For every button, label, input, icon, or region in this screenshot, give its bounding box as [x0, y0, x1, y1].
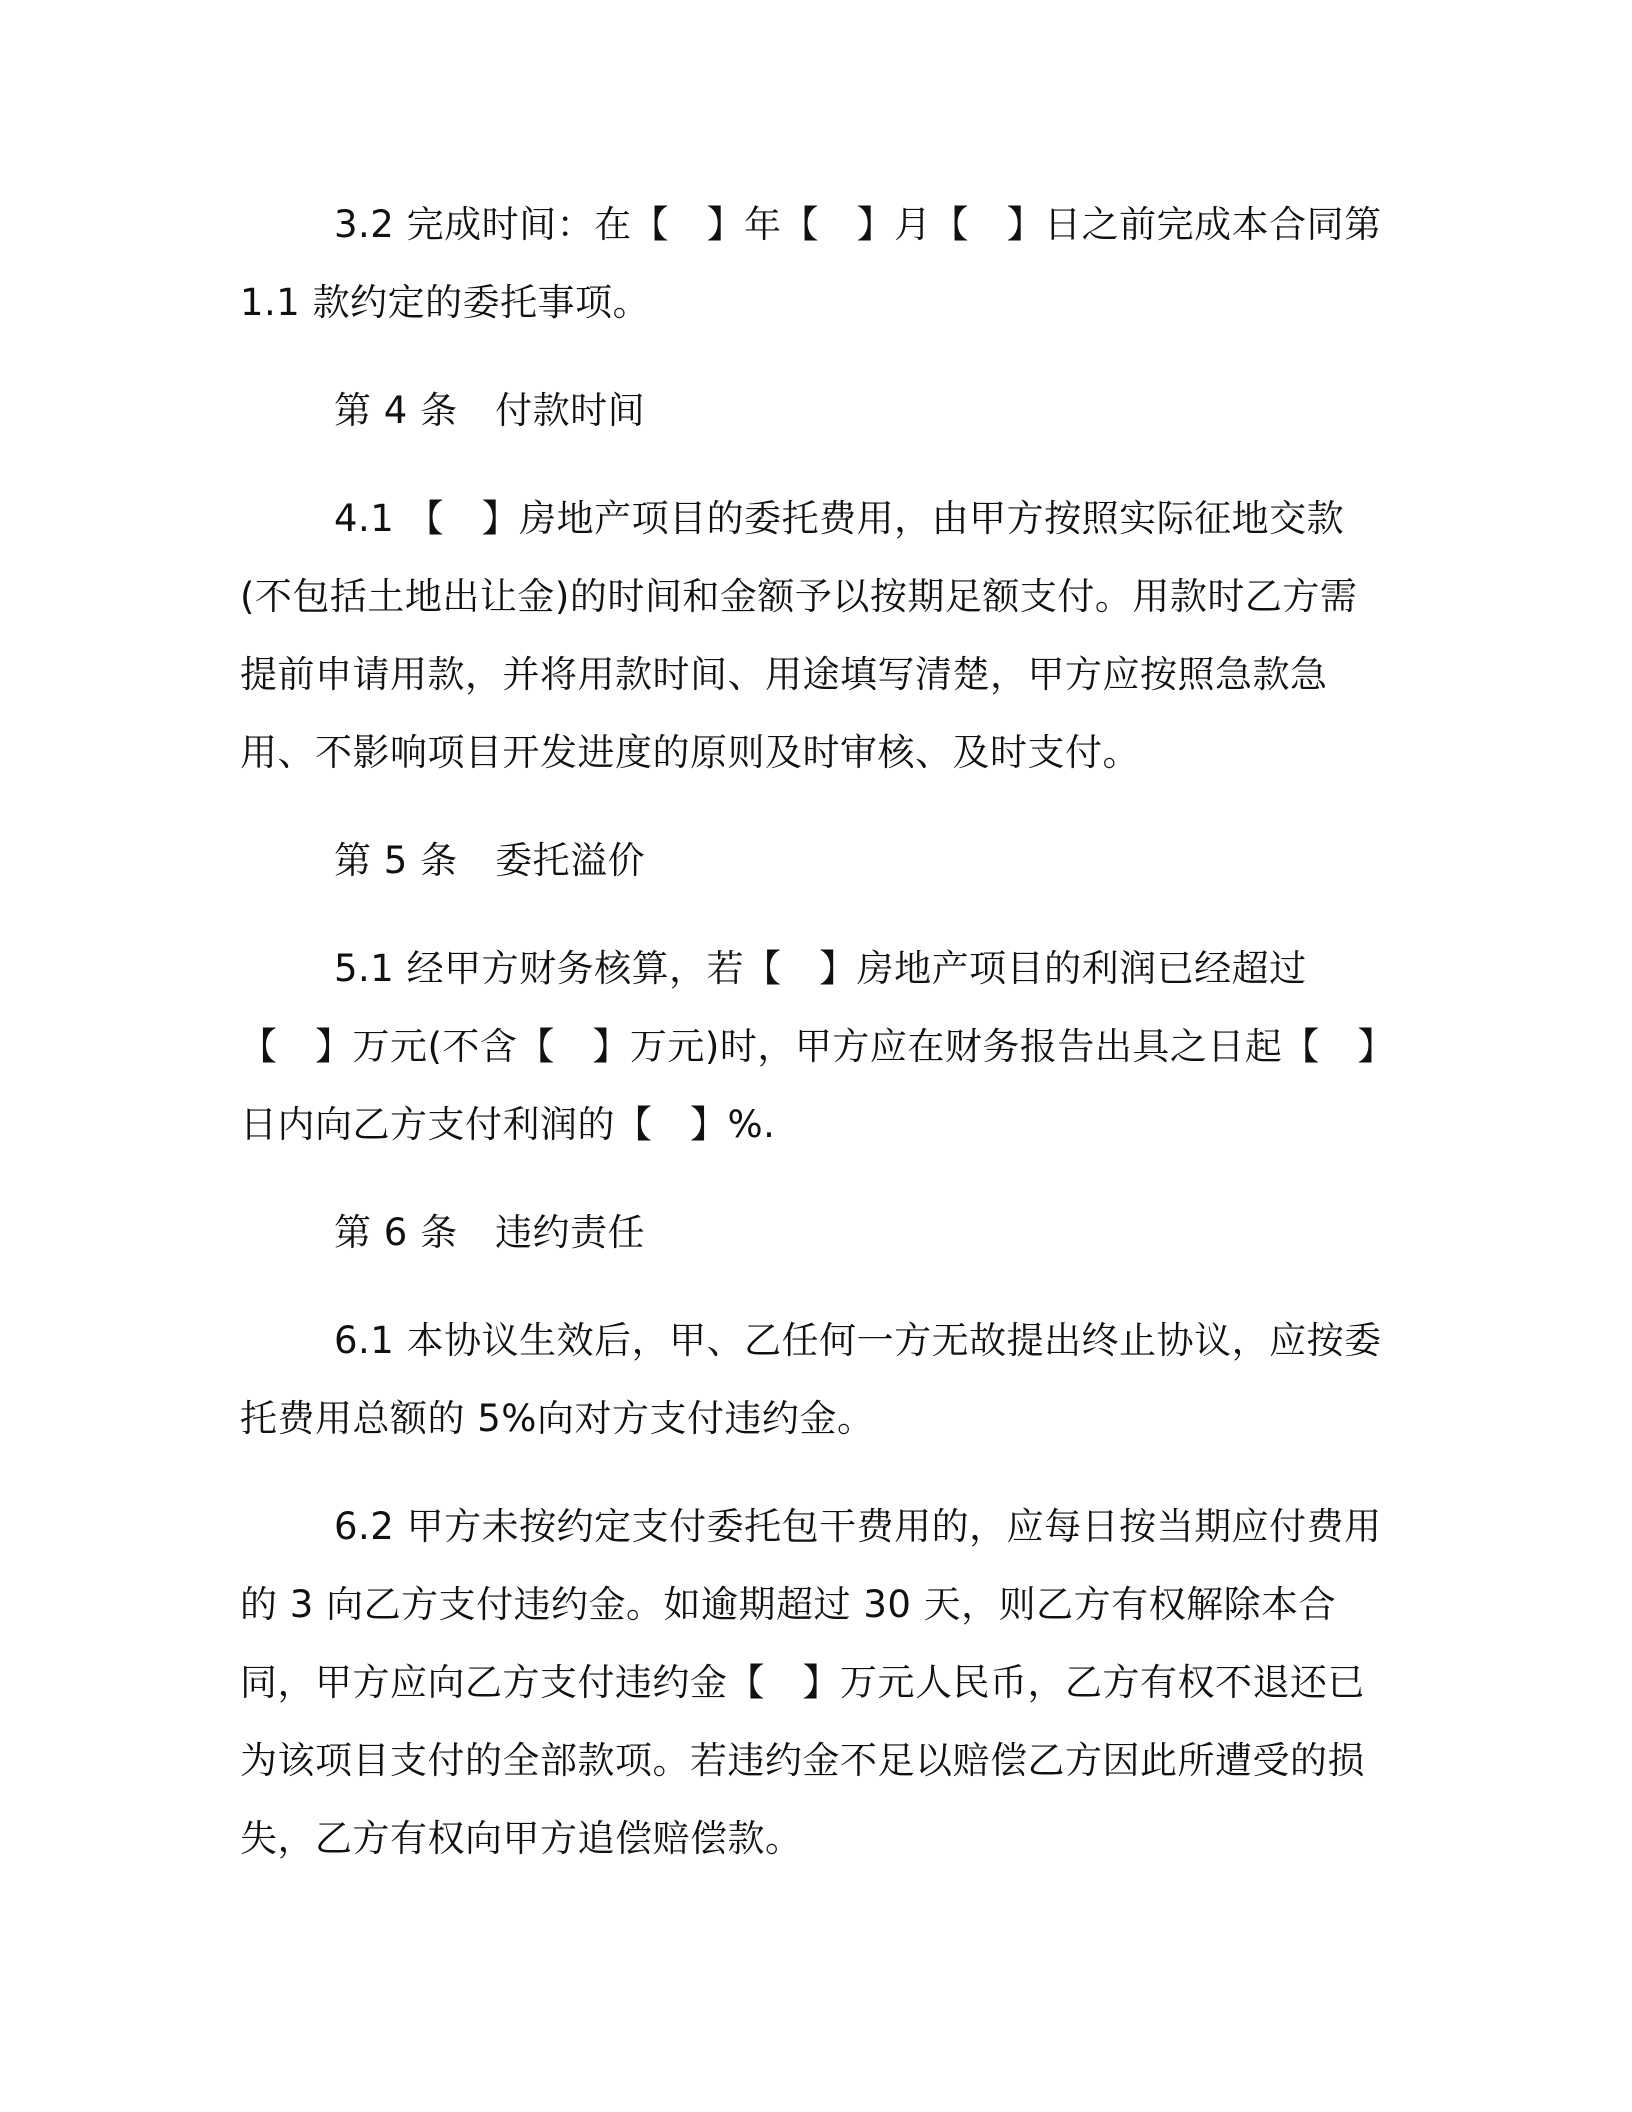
- clause-6-1: 6.1 本协议生效后，甲、乙任何一方无故提出终止协议，应按委托费用总额的 5%向对方支付违约金。: [240, 1319, 1382, 1440]
- spacer: [240, 1164, 1390, 1194]
- spacer: [240, 1272, 1390, 1302]
- article-5-heading: 第 5 条 委托溢价: [334, 839, 646, 882]
- spacer: [240, 1458, 1390, 1488]
- spacer: [240, 792, 1390, 822]
- spacer: [240, 450, 1390, 480]
- clause-4-1: 4.1 【 】房地产项目的委托费用，由甲方按照实际征地交款(不包括土地出让金)的时间和金额予以按期足额支付。用款时乙方需提前申请用款，并将用款时间、用途填写清楚，甲方应按照急款急用、不影响项目开发进度的原则及时审核、及时支付。: [240, 497, 1358, 774]
- clause-5-1: 5.1 经甲方财务核算，若【 】房地产项目的利润已经超过【 】万元(不含【 】万元)时，甲方应在财务报告出具之日起【 】日内向乙方支付利润的【 】%.: [240, 947, 1377, 1146]
- clause-3-2: 3.2 完成时间：在【 】年【 】月【 】日之前完成本合同第1.1 款约定的委托事项。: [240, 203, 1382, 324]
- clause-6-2: 6.2 甲方未按约定支付委托包干费用的，应每日按当期应付费用的 3 向乙方支付违约金。如逾期超过 30 天，则乙方有权解除本合同，甲方应向乙方支付违约金【 】万元人民币，乙方有权不退还已为该项目支付的全部款项。若违约金不足以赔偿乙方因此所遭受的损失，乙方有权向甲方追偿赔偿款。: [240, 1505, 1382, 1860]
- spacer: [240, 900, 1390, 930]
- spacer: [240, 342, 1390, 372]
- document-body: [240, 186, 1390, 1878]
- article-4-heading: 第 4 条 付款时间: [334, 389, 646, 432]
- article-6-heading: 第 6 条 违约责任: [334, 1211, 646, 1254]
